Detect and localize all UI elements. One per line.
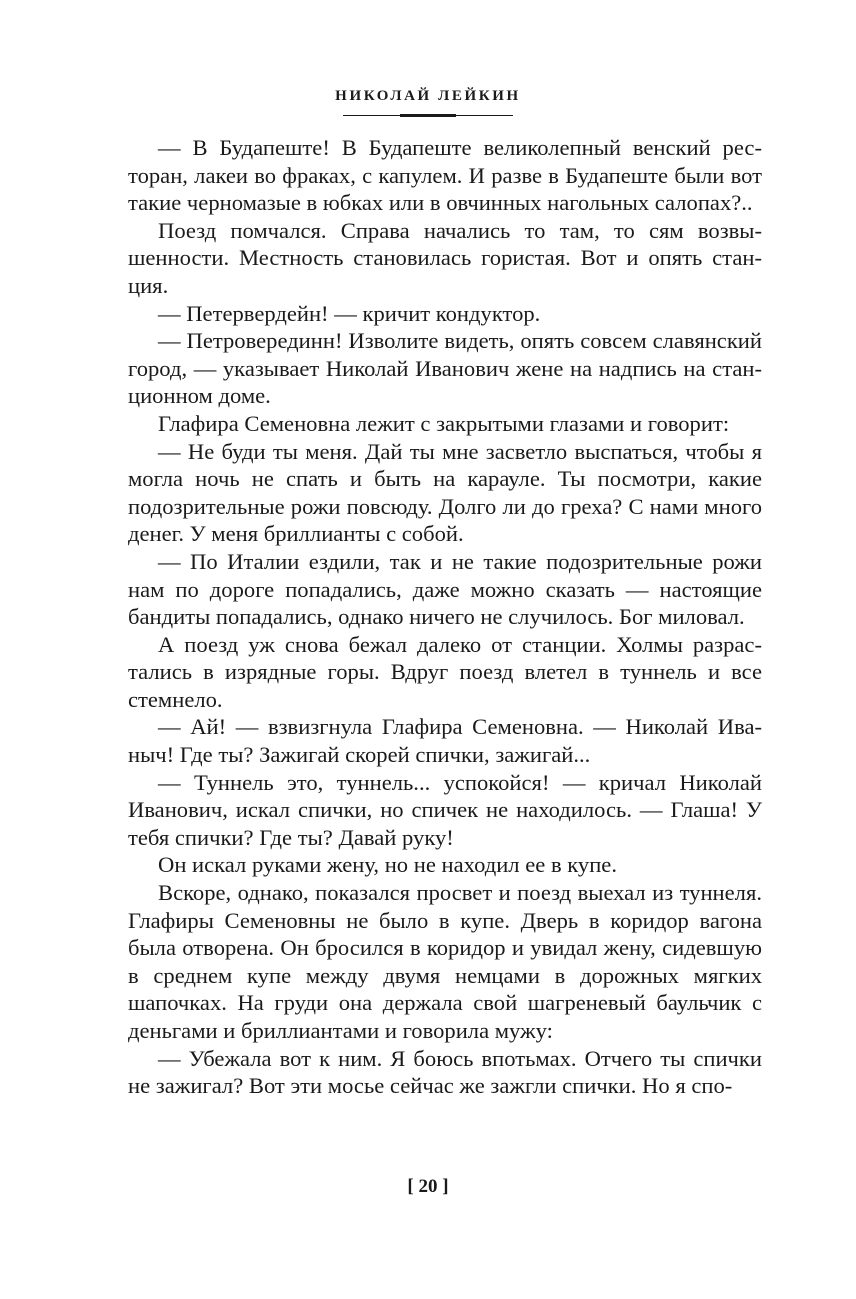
paragraph: — Петервердейн! — кричит кондуктор.	[158, 300, 541, 326]
paragraph: Он искал руками жену, но не находил ее в купе.	[158, 852, 617, 878]
header-rule-thick-line	[400, 114, 456, 117]
paragraph: — Убежала вот к ним. Я боюсь впотьмах. Отчего ты спички не зажигал? Вот эти мосье сейчас же зажгли спички. Но я спо-	[128, 1045, 762, 1099]
book-author-title: НИКОЛАЙ ЛЕЙКИН	[335, 88, 521, 104]
paragraph: Поезд помчался. Справа начались то там, то сям возвышенности. Местность становилась гористая. Вот и опять станция.	[128, 217, 762, 298]
paragraph: — Ай! — взвизгнула Глафира Семеновна. — Николай Иваныч! Где ты? Зажигай скорей спички, зажигай...	[128, 714, 762, 768]
paragraph: — По Италии ездили, так и не такие подозрительные рожи нам по дороге попадались, даже можно сказать — настоящие бандиты попадались, однако ничего не случилось. Бог миловал.	[128, 548, 762, 630]
paragraph: — Туннель это, туннель... успокойся! — кричал Николай Иванович, искал спички, но спичек не находилось. — Глаша! У тебя спички? Где ты? Давай руку!	[128, 769, 762, 850]
paragraph: Вскоре, однако, показался просвет и поезд выехал из туннеля. Глафиры Семеновны не было в купе. Дверь в коридор вагона была отворена. Он бросился в коридор и увидал жену, сидевшую в среднем купе между двумя немцами в дорожных мягких шапочках. На груди она держала свой шагреневый баульчик с деньгами и бриллиантами и говорила мужу:	[128, 880, 762, 1043]
paragraph: — В Будапеште! В Будапеште великолепный венский ресторан, лакеи во фраках, с капулем. И разве в Будапеште были вот такие черномазые в юбках или в овчинных нагольных салопах?..	[128, 135, 762, 216]
page-body-text	[128, 134, 762, 1100]
paragraph: Глафира Семеновна лежит с закрытыми глазами и говорит:	[158, 410, 730, 436]
paragraph: — Не буди ты меня. Дай ты мне засветло выспаться, чтобы я могла ночь не спать и быть на карауле. Ты посмотри, какие подозрительные рожи повсюду. Долго ли до греха? С нами много денег. У меня бриллианты с собой.	[128, 438, 762, 547]
paragraph: — Петроверединн! Изволите видеть, опять совсем славянский город, — указывает Николай Иванович жене на надпись на станционном доме.	[128, 328, 762, 409]
paragraph: А поезд уж снова бежал далеко от станции. Холмы разрастались в изрядные горы. Вдруг поезд влетел в туннель и все стемнело.	[128, 631, 762, 712]
page-number: [ 20 ]	[407, 1176, 449, 1197]
header-rule	[343, 114, 513, 117]
running-header	[0, 88, 856, 117]
